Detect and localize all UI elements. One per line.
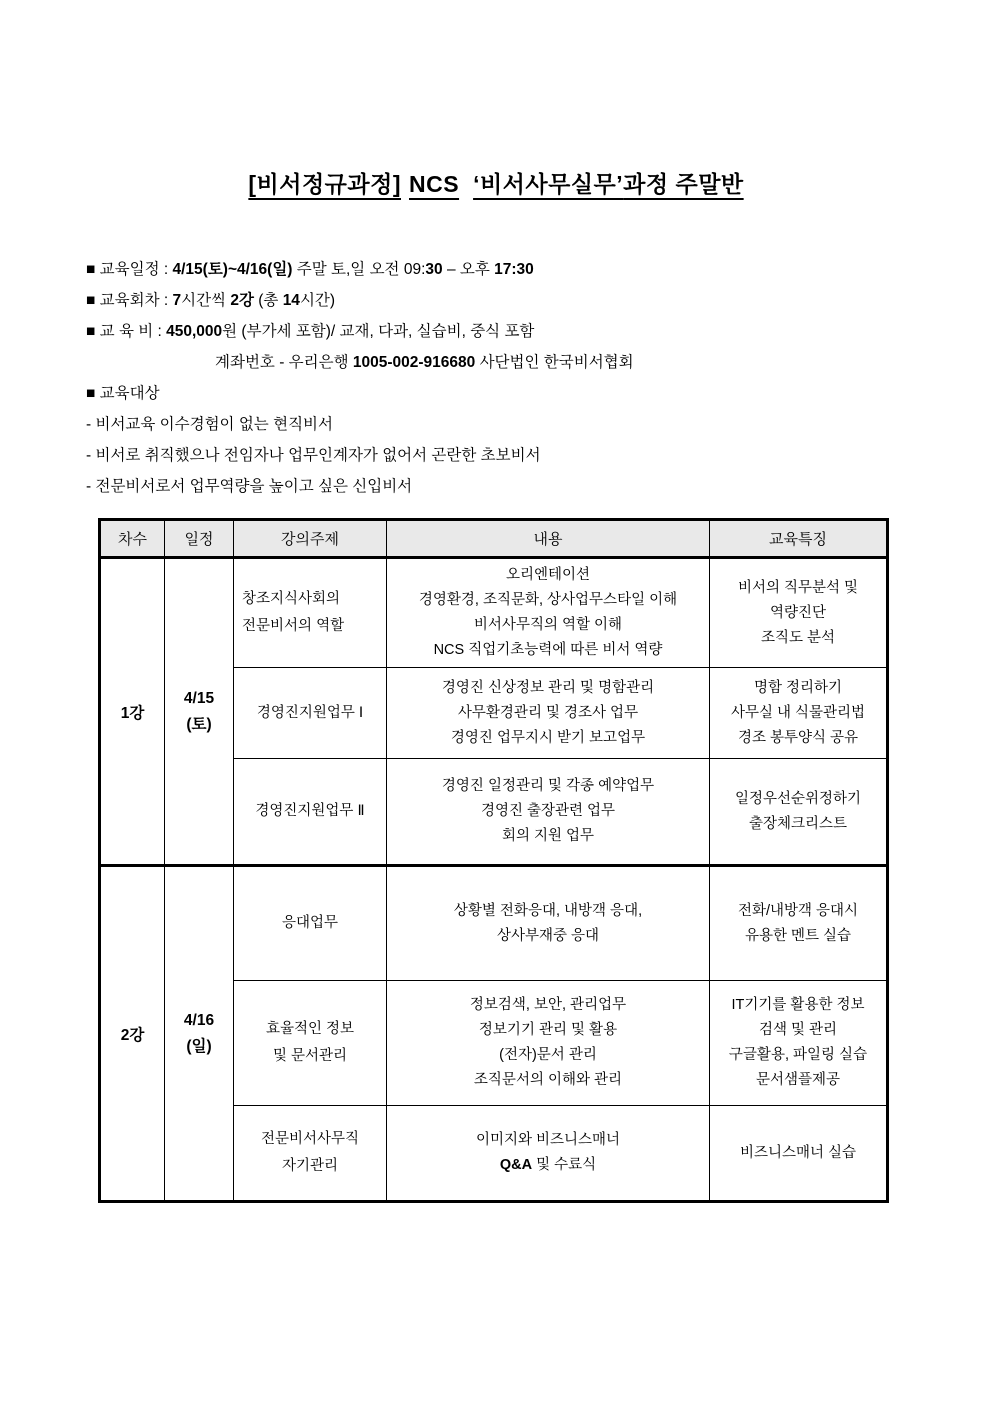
info-text: - 비서교육 이수경험이 없는 현직비서 — [86, 416, 333, 433]
qa-bold-text: Q&A — [499, 1157, 533, 1173]
content-line: (전자)문서 관리 — [499, 1047, 597, 1063]
info-label: ■ 교육회차 : — [86, 292, 173, 309]
feature-line: 검색 및 관리 — [758, 1022, 838, 1038]
page-title-underline — [248, 171, 743, 197]
topic-line: 및 문서관리 — [272, 1048, 348, 1064]
info-text: 시간씩 — [181, 292, 231, 309]
content-line: 정보기기 관리 및 활용 — [478, 1022, 618, 1038]
feature-cell — [710, 981, 888, 1106]
info-label: ■ 교육대상 — [86, 385, 160, 402]
content-line: 경영환경, 조직문화, 상사업무스타일 이해 — [418, 592, 678, 608]
content-cell — [387, 981, 710, 1106]
feature-line: 역량진단 — [769, 604, 827, 621]
content-line: 경영진 출장관련 업무 — [480, 803, 616, 819]
topic-line: 경영진지원업무 Ⅰ — [256, 704, 364, 721]
date-2-cell — [165, 866, 234, 1202]
table-row — [100, 558, 888, 668]
info-text: – 오후 — [442, 261, 495, 278]
title-course-name: ‘비서사무실무’ — [473, 171, 624, 197]
table-header-row — [100, 520, 888, 558]
info-hours: 7 — [172, 292, 182, 309]
topic-line: 전문비서의 역할 — [242, 618, 345, 634]
info-account-number: 1005-002-916680 — [352, 354, 476, 371]
info-line-target-3 — [86, 471, 634, 502]
feature-line: 경조 봉투양식 공유 — [737, 729, 859, 746]
info-line-target-2 — [86, 440, 634, 471]
topic-line: 창조지식사회의 — [242, 591, 341, 607]
title-suffix: 과정 주말반 — [623, 171, 744, 197]
feature-line: 비서의 직무분석 및 — [737, 579, 859, 596]
info-line-account — [86, 347, 634, 378]
col-header-topic: 강의주제 — [234, 520, 387, 558]
feature-line: IT기기를 활용한 정보 — [731, 997, 865, 1013]
content-line: NCS 직업기초능력에 따른 비서 역량 — [433, 642, 663, 658]
date-line: (토) — [186, 715, 212, 733]
col-header-content: 내용 — [387, 520, 710, 558]
feature-line: 유용한 멘트 실습 — [744, 927, 852, 944]
topic-line: 효율적인 정보 — [265, 1021, 355, 1037]
content-line: 상황별 전화응대, 내방객 응대, — [453, 902, 643, 919]
topic-line: 전문비서사무직 — [260, 1131, 360, 1147]
col-header-feature: 교육특징 — [710, 520, 888, 558]
content-line: 경영진 신상정보 관리 및 명함관리 — [441, 679, 655, 696]
feature-cell — [710, 558, 888, 668]
content-cell — [387, 1106, 710, 1202]
info-text: (총 — [253, 292, 283, 309]
topic-cell — [234, 759, 387, 866]
info-line-schedule — [86, 254, 634, 285]
content-cell — [387, 558, 710, 668]
content-cell — [387, 866, 710, 981]
course-info-block — [86, 254, 634, 502]
date-line: 4/15 — [183, 689, 215, 707]
title-ncs: NCS — [409, 171, 460, 197]
topic-cell — [234, 558, 387, 668]
feature-cell — [710, 866, 888, 981]
content-cell — [387, 759, 710, 866]
content-line: 사무환경관리 및 경조사 업무 — [457, 704, 639, 721]
info-start-time: 30 — [425, 261, 443, 278]
col-header-session: 차수 — [100, 520, 165, 558]
info-session-count: 2강 — [230, 292, 254, 309]
info-line-target-header — [86, 378, 634, 409]
feature-line: 사무실 내 식물관리법 — [730, 704, 866, 721]
info-text: 주말 토,일 오전 09: — [292, 261, 426, 278]
info-text: 사단법인 한국비서협회 — [475, 354, 634, 371]
info-total-hours: 14 — [282, 292, 300, 309]
info-line-target-1 — [86, 409, 634, 440]
feature-line: 조직도 분석 — [760, 629, 836, 646]
feature-line: 전화/내방객 응대시 — [737, 902, 859, 919]
info-label: ■ 교육일정 : — [86, 261, 173, 278]
session-2-cell: 2강 — [100, 866, 165, 1202]
feature-line: 일정우선순위정하기 — [734, 790, 862, 807]
topic-line: 자기관리 — [281, 1158, 339, 1174]
topic-line: 경영진지원업무 Ⅱ — [255, 803, 365, 819]
content-line: 오리엔테이션 — [505, 567, 591, 583]
info-text: 원 (부가세 포함)/ 교재, 다과, 실습비, 중식 포함 — [222, 323, 535, 340]
topic-cell — [234, 1106, 387, 1202]
feature-line: 문서샘플제공 — [755, 1072, 841, 1088]
info-dates: 4/15(토)~4/16(일) — [172, 261, 293, 278]
info-text: 계좌번호 - 우리은행 — [215, 354, 353, 371]
info-fee-amount: 450,000 — [166, 323, 223, 340]
content-line: 경영진 업무지시 받기 보고업무 — [450, 729, 646, 746]
info-label: ■ 교 육 비 : — [86, 323, 167, 340]
info-line-fee — [86, 316, 634, 347]
content-line: 경영진 일정관리 및 각종 예약업무 — [441, 778, 655, 794]
feature-cell — [710, 1106, 888, 1202]
date-line: (일) — [186, 1037, 212, 1055]
info-end-time: 17:30 — [494, 261, 534, 278]
content-line: 상사부재중 응대 — [496, 927, 600, 944]
col-header-date: 일정 — [165, 520, 234, 558]
info-text: 시간) — [299, 292, 336, 309]
topic-cell — [234, 668, 387, 759]
feature-cell — [710, 668, 888, 759]
feature-cell — [710, 759, 888, 866]
content-line: 회의 지원 업무 — [501, 828, 595, 844]
topic-cell — [234, 866, 387, 981]
date-1-cell — [165, 558, 234, 866]
feature-line: 구글활용, 파일링 실습 — [728, 1047, 868, 1063]
table-row — [100, 866, 888, 981]
content-cell — [387, 668, 710, 759]
qa-rest-text: 및 수료식 — [532, 1157, 597, 1173]
content-line: 조직문서의 이해와 관리 — [473, 1072, 623, 1088]
info-text: - 전문비서로서 업무역량을 높이고 싶은 신입비서 — [86, 478, 413, 495]
content-line: 정보검색, 보안, 관리업무 — [469, 997, 627, 1013]
page-title — [0, 168, 992, 200]
topic-line: 응대업무 — [281, 915, 339, 931]
info-text: - 비서로 취직했으나 전임자나 업무인계자가 없어서 곤란한 초보비서 — [86, 447, 541, 464]
content-line-qa — [391, 1153, 705, 1178]
topic-cell — [234, 981, 387, 1106]
feature-line: 출장체크리스트 — [748, 815, 848, 832]
content-line: 비서사무직의 역할 이해 — [473, 617, 623, 633]
session-1-cell: 1강 — [100, 558, 165, 866]
info-line-sessions — [86, 285, 634, 316]
course-schedule-table — [98, 518, 889, 1203]
date-line: 4/16 — [183, 1011, 215, 1029]
content-line: 이미지와 비즈니스매너 — [475, 1132, 621, 1148]
feature-line: 명함 정리하기 — [753, 679, 843, 696]
feature-line: 비즈니스매너 실습 — [739, 1144, 857, 1161]
title-prefix: [비서정규과정] — [248, 171, 401, 197]
